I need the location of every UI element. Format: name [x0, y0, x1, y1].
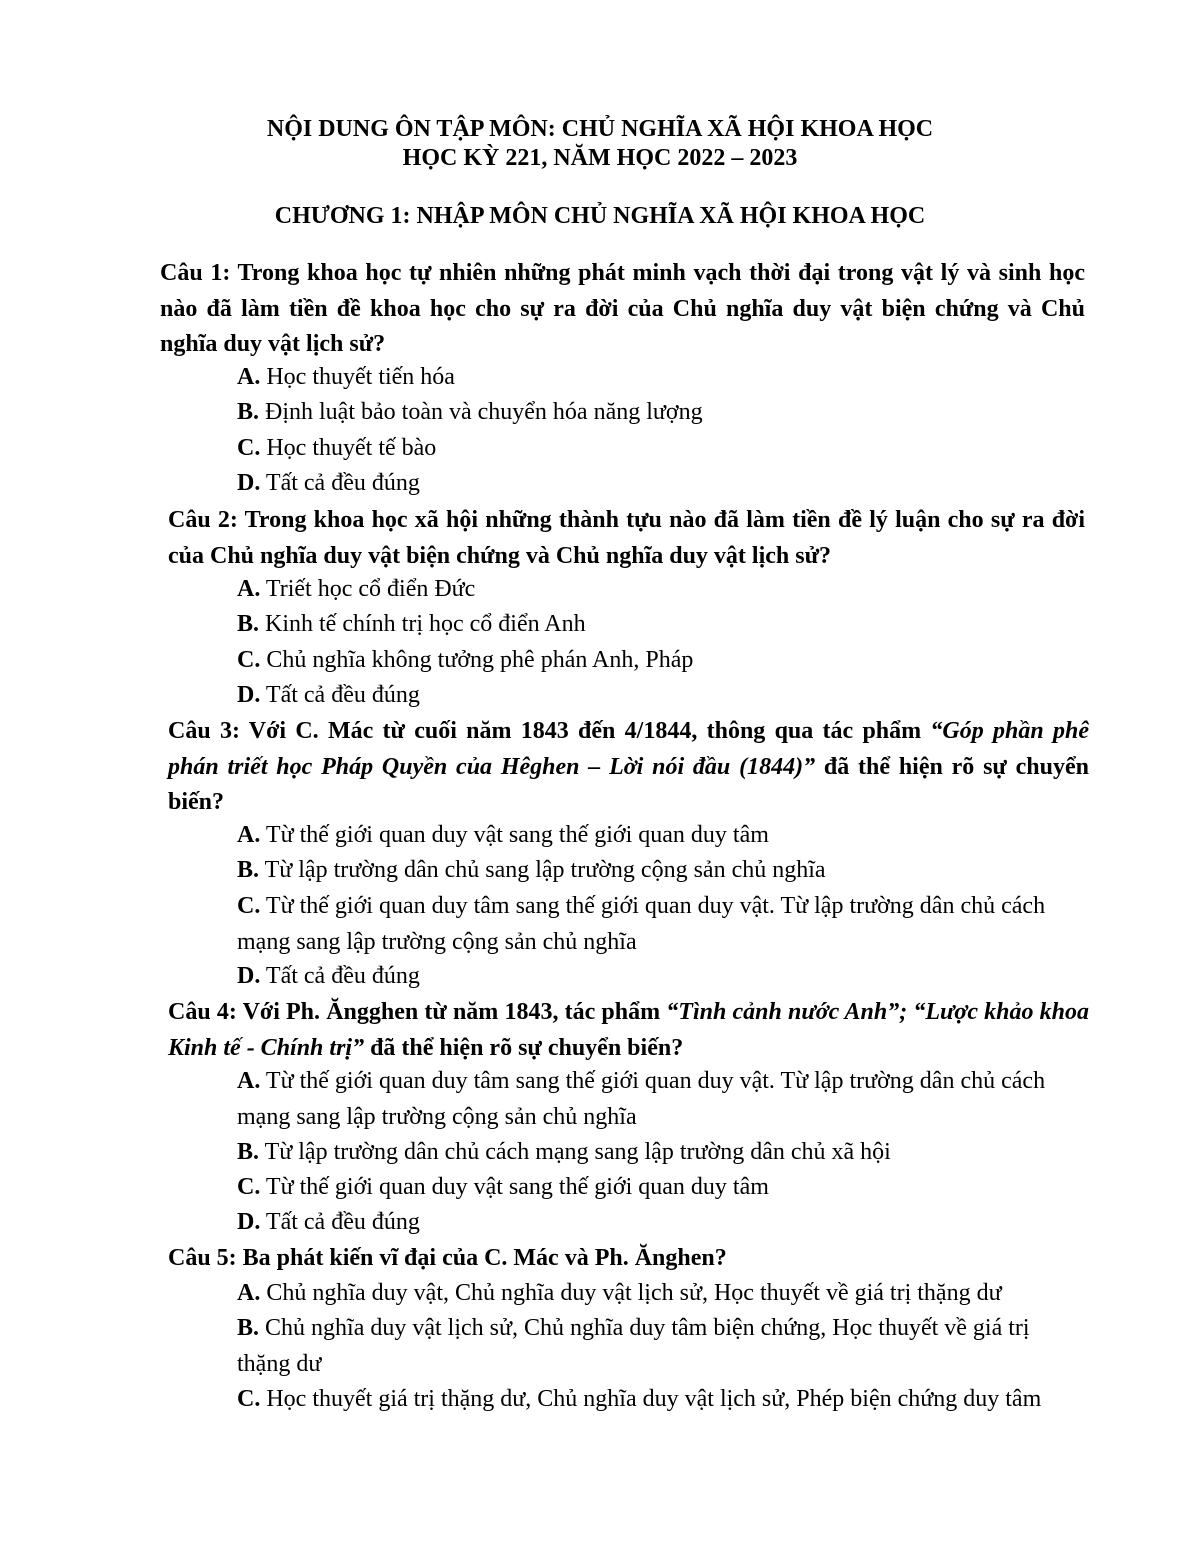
question-1-option-d — [237, 466, 1087, 502]
work-title: “Tình cảnh nước Anh”; “Lược khảo khoa Kinh tế - Chính trị” — [168, 999, 1089, 1061]
option-text: Tất cả đều đúng — [265, 1209, 420, 1235]
option-letter: A. — [237, 364, 261, 390]
option-letter: A. — [237, 576, 261, 602]
option-text: Kinh tế chính trị học cổ điển Anh — [265, 611, 586, 637]
question-2-option-b — [237, 607, 1087, 643]
option-text: Học thuyết giá trị thặng dư, Chủ nghĩa duy vật lịch sử, Phép biện chứng duy tâm — [266, 1386, 1042, 1412]
question-text: đã thể hiện rõ sự chuyển biến? — [364, 1034, 684, 1061]
option-text: Triết học cổ điển Đức — [265, 576, 476, 602]
document-title: NỘI DUNG ÔN TẬP MÔN: CHỦ NGHĨA XÃ HỘI KHOA HỌC — [266, 116, 934, 142]
option-letter: A. — [237, 1280, 261, 1306]
question-1-option-c — [237, 431, 1087, 467]
option-letter: B. — [237, 857, 260, 883]
question-4-option-b — [237, 1135, 1087, 1171]
option-text: Chủ nghĩa duy vật, Chủ nghĩa duy vật lịch sử, Học thuyết về giá trị thặng dư — [266, 1280, 1002, 1306]
question-2-option-c — [237, 643, 1087, 679]
option-letter: B. — [237, 611, 260, 637]
question-4-option-d — [237, 1205, 1087, 1241]
option-text: Tất cả đều đúng — [265, 682, 420, 708]
option-text: Học thuyết tiến hóa — [266, 364, 455, 390]
question-5-option-c — [237, 1382, 1087, 1418]
option-text: Từ thế giới quan duy vật sang thế giới quan duy tâm — [265, 822, 769, 848]
chapter-heading: CHƯƠNG 1: NHẬP MÔN CHỦ NGHĨA XÃ HỘI KHOA HỌC — [274, 203, 926, 229]
option-letter: B. — [237, 399, 260, 425]
option-letter: D. — [237, 682, 261, 708]
question-4-option-c — [237, 1170, 1087, 1206]
option-text: Chủ nghĩa không tưởng phê phán Anh, Pháp — [266, 647, 694, 673]
document-subtitle: HỌC KỲ 221, NĂM HỌC 2022 – 2023 — [402, 145, 798, 171]
question-5-option-a — [237, 1276, 1087, 1312]
option-text: Chủ nghĩa duy vật lịch sử, Chủ nghĩa duy tâm biện chứng, Học thuyết về giá trị thặng dư — [237, 1315, 1030, 1377]
question-2-option-d — [237, 678, 1087, 714]
question-3-option-d — [237, 959, 1087, 995]
question-3 — [168, 714, 1089, 821]
work-title: “Góp phần phê phán triết học Pháp Quyền của Hêghen – Lời nói đầu (1844)” — [168, 718, 1089, 780]
option-text: Tất cả đều đúng — [265, 963, 420, 989]
option-text: Từ thế giới quan duy tâm sang thế giới quan duy vật. Từ lập trường dân chủ cách mạng sang lập trường cộng sản chủ nghĩa — [237, 893, 1046, 955]
question-4 — [168, 995, 1089, 1066]
option-letter: C. — [237, 647, 261, 673]
question-4-option-a — [237, 1064, 1087, 1135]
question-text: đã thể hiện rõ sự chuyển biến? — [168, 753, 1089, 815]
option-letter: C. — [237, 435, 261, 461]
question-3-option-b — [237, 853, 1087, 889]
option-letter: A. — [237, 822, 261, 848]
option-letter: B. — [237, 1139, 260, 1165]
option-text: Tất cả đều đúng — [265, 470, 420, 496]
option-letter: C. — [237, 1174, 261, 1200]
option-letter: D. — [237, 1209, 261, 1235]
question-5-option-b — [237, 1311, 1087, 1382]
option-letter: B. — [237, 1315, 260, 1341]
option-text: Từ lập trường dân chủ cách mạng sang lập trường dân chủ xã hội — [264, 1139, 891, 1165]
option-letter: D. — [237, 470, 261, 496]
question-1-option-a — [237, 360, 1087, 396]
question-2-option-a — [237, 572, 1087, 608]
option-text: Học thuyết tế bào — [266, 435, 437, 461]
question-3-option-c — [237, 889, 1087, 960]
question-5: Câu 5: Ba phát kiến vĩ đại của C. Mác và Ph. Ănghen? — [168, 1245, 727, 1271]
option-letter: C. — [237, 1386, 261, 1412]
option-text: Từ thế giới quan duy tâm sang thế giới quan duy vật. Từ lập trường dân chủ cách mạng sang lập trường cộng sản chủ nghĩa — [237, 1068, 1046, 1130]
option-text: Từ thế giới quan duy vật sang thế giới quan duy tâm — [265, 1174, 769, 1200]
question-2: Câu 2: Trong khoa học xã hội những thành tựu nào đã làm tiền đề lý luận cho sự ra đời của Chủ nghĩa duy vật biện chứng và Chủ nghĩa duy vật lịch sử? — [168, 507, 1085, 569]
option-letter: C. — [237, 893, 261, 919]
question-text: Câu 4: Với Ph. Ăngghen từ năm 1843, tác phẩm — [168, 999, 667, 1025]
question-3-option-a — [237, 818, 1087, 854]
option-letter: D. — [237, 963, 261, 989]
option-text: Định luật bảo toàn và chuyển hóa năng lượng — [265, 399, 703, 425]
option-text: Từ lập trường dân chủ sang lập trường cộng sản chủ nghĩa — [264, 857, 826, 883]
question-text: Câu 3: Với C. Mác từ cuối năm 1843 đến 4/1844, thông qua tác phẩm — [168, 718, 931, 744]
question-1-option-b — [237, 395, 1087, 431]
question-1: Câu 1: Trong khoa học tự nhiên những phát minh vạch thời đại trong vật lý và sinh học nào đã làm tiền đề khoa học cho sự ra đời của Chủ nghĩa duy vật biện chứng và Chủ nghĩa duy vật lịch sử? — [160, 260, 1085, 357]
option-letter: A. — [237, 1068, 261, 1094]
